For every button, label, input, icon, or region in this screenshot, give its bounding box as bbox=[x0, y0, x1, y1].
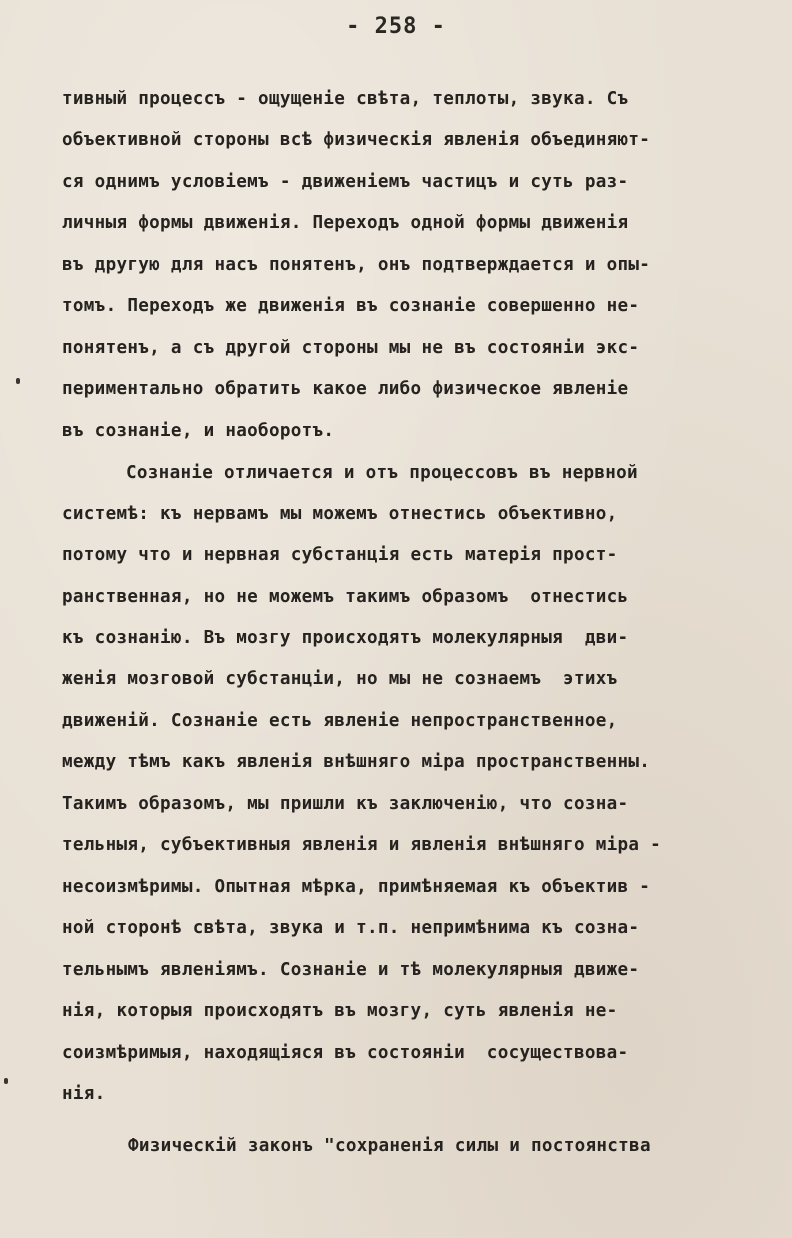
text-line: Физическій законъ "сохраненія силы и постоянства bbox=[128, 1136, 651, 1156]
text-line: ной сторонѣ свѣта, звука и т.п. непримѣнима къ созна- bbox=[62, 918, 640, 938]
text-line: потому что и нервная субстанція есть матерія прост- bbox=[62, 545, 618, 565]
text-line: объективной стороны всѣ физическія явленія объединяют- bbox=[62, 130, 651, 150]
text-line: въ другую для насъ понятенъ, онъ подтверждается и опы- bbox=[62, 255, 651, 275]
text-line: женія мозговой субстанціи, но мы не сознаемъ этихъ bbox=[62, 669, 618, 689]
text-line: Сознаніе отличается и отъ процессовъ въ нервной bbox=[126, 463, 638, 483]
text-line: понятенъ, а съ другой стороны мы не въ состояніи экс- bbox=[62, 338, 640, 358]
text-line: тивный процессъ - ощущеніе свѣта, теплоты, звука. Съ bbox=[62, 89, 629, 109]
text-line: нія. bbox=[62, 1084, 106, 1104]
text-line: томъ. Переходъ же движенія въ сознаніе совершенно не- bbox=[62, 296, 640, 316]
text-line: въ сознаніе, и наоборотъ. bbox=[62, 421, 335, 441]
text-line: личныя формы движенія. Переходъ одной формы движенія bbox=[62, 213, 629, 233]
margin-mark bbox=[4, 1078, 8, 1084]
text-line: системѣ: къ нервамъ мы можемъ отнестись объективно, bbox=[62, 504, 618, 524]
margin-mark bbox=[16, 378, 20, 384]
text-line: къ сознанію. Въ мозгу происходятъ молекулярныя дви- bbox=[62, 628, 629, 648]
text-line: соизмѣримыя, находящіяся въ состояніи сосуществова- bbox=[62, 1043, 629, 1063]
text-line: несоизмѣримы. Опытная мѣрка, примѣняемая къ объектив - bbox=[62, 877, 651, 897]
text-line: периментально обратить какое либо физическое явленіе bbox=[62, 379, 629, 399]
text-line: тельнымъ явленіямъ. Сознаніе и тѣ молекулярныя движе- bbox=[62, 960, 640, 980]
page-number: - 258 - bbox=[346, 14, 446, 39]
text-line: ранственная, но не можемъ такимъ образомъ отнестись bbox=[62, 587, 629, 607]
text-line: тельныя, субъективныя явленія и явленія внѣшняго міра - bbox=[62, 835, 662, 855]
text-line: ся однимъ условіемъ - движеніемъ частицъ и суть раз- bbox=[62, 172, 629, 192]
text-line: движеній. Сознаніе есть явленіе непространственное, bbox=[62, 711, 618, 731]
text-line: Такимъ образомъ, мы пришли къ заключенію, что созна- bbox=[62, 794, 629, 814]
text-line: между тѣмъ какъ явленія внѣшняго міра пространственны. bbox=[62, 752, 651, 772]
text-line: нія, которыя происходятъ въ мозгу, суть явленія не- bbox=[62, 1001, 618, 1021]
